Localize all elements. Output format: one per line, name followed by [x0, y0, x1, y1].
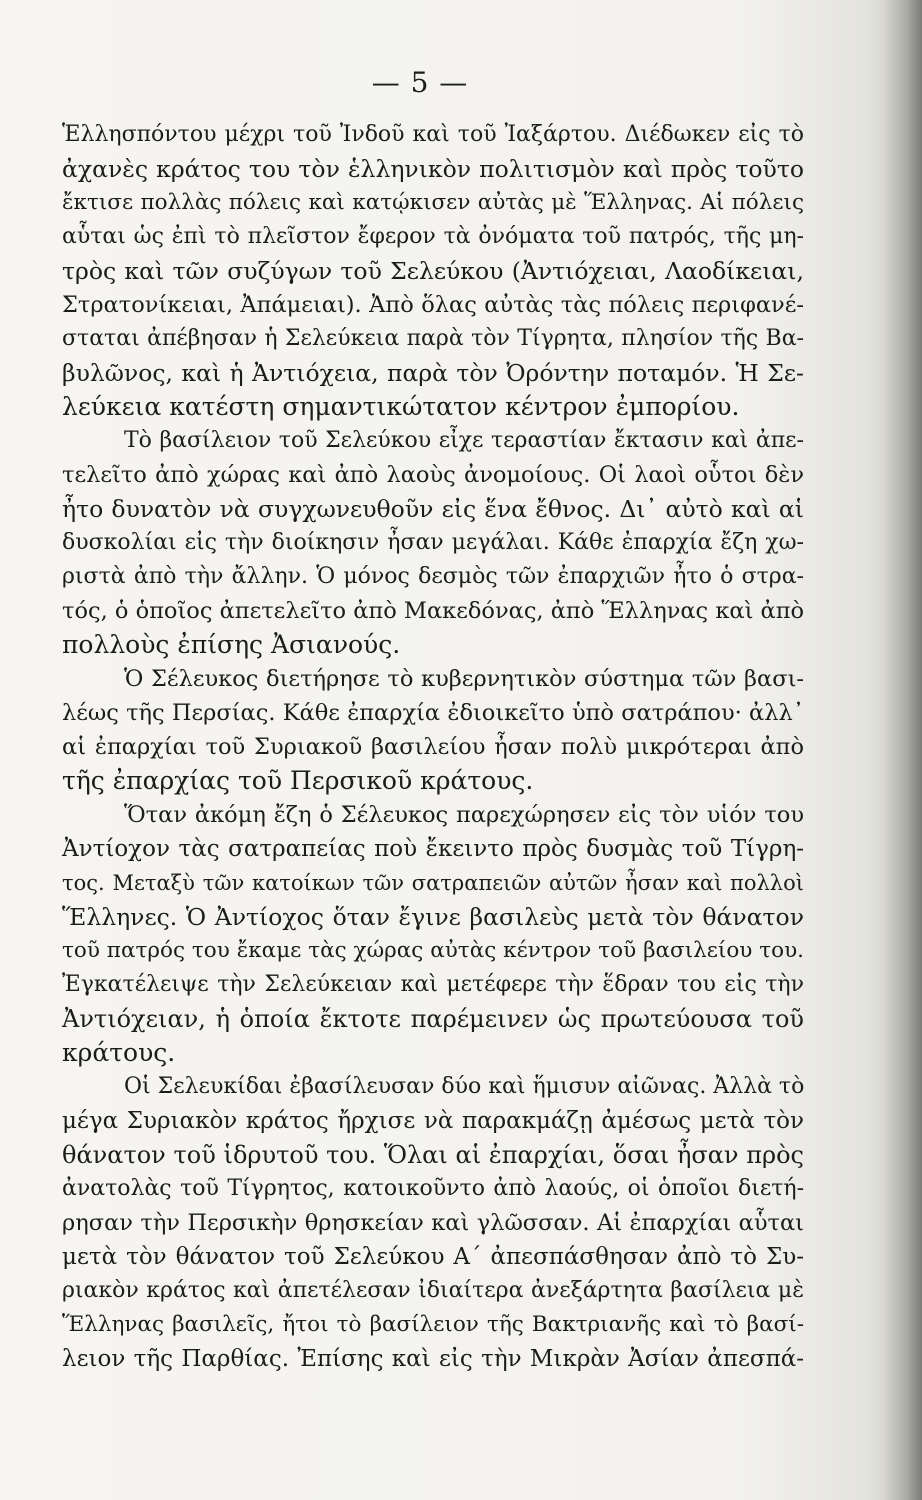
text-line: αἱ ἐπαρχίαι τοῦ Συριακοῦ βασιλείου ἦσαν πολὺ μικρότεραι ἀπὸ [62, 734, 804, 760]
text-line: λειον τῆς Παρθίας. Ἐπίσης καὶ εἰς τὴν Μικρὰν Ἀσίαν ἀπεσπά- [62, 1346, 804, 1372]
text-line: τοῦ πατρός του ἔκαμε τὰς χώρας αὐτὰς κέντρον τοῦ βασιλείου του. [62, 938, 804, 963]
text-line: Ἑλλησπόντου μέχρι τοῦ Ἰνδοῦ καὶ τοῦ Ἰαξάρτου. Διέδωκεν εἰς τὸ [62, 122, 804, 147]
text-line: Ἀντίοχον τὰς σατραπείας ποὺ ἔκειντο πρὸς δυσμὰς τοῦ Τίγρη- [62, 836, 804, 862]
text-line: μετὰ τὸν θάνατον τοῦ Σελεύκου Α΄ ἀπεσπάσθησαν ἀπὸ τὸ Συ- [62, 1244, 804, 1270]
text-line: Ἀντιόχειαν, ἡ ὁποία ἔκτοτε παρέμεινεν ὡς πρωτεύουσα τοῦ [62, 1005, 804, 1033]
text-line: ριστὰ ἀπὸ τὴν ἄλλην. Ὁ μόνος δεσμὸς τῶν ἐπαρχιῶν ἦτο ὁ στρα- [62, 564, 804, 589]
text-line: σταται ἀπέβησαν ἡ Σελεύκεια παρὰ τὸν Τίγρητα, πλησίον τῆς Βα- [62, 326, 804, 351]
text-line: Ἕλληνας βασιλεῖς, ἤτοι τὸ βασίλειον τῆς Βακτριανῆς καὶ τὸ βασί- [62, 1312, 804, 1337]
text-line: αὗται ὡς ἐπὶ τὸ πλεῖστον ἔφερον τὰ ὀνόματα τοῦ πατρός, τῆς μη- [62, 224, 804, 249]
text-line: Ὅταν ἀκόμη ἔζη ὁ Σέλευκος παρεχώρησεν εἰς τὸν υἱόν του [124, 802, 804, 828]
text-line: λεύκεια κατέστη σημαντικώτατον κέντρον ἐμπορίου. [62, 392, 740, 421]
text-line: τελεῖτο ἀπὸ χώρας καὶ ἀπὸ λαοὺς ἀνομοίους. Οἱ λαοὶ οὗτοι δὲν [62, 462, 804, 488]
body-text [62, 118, 804, 1376]
text-line: λέως τῆς Περσίας. Κάθε ἐπαρχία ἐδιοικεῖτο ὑπὸ σατράπου· ἀλλ᾽ [62, 700, 804, 726]
text-line: ἔκτισε πολλὰς πόλεις καὶ κατῴκισεν αὐτὰς μὲ Ἕλληνας. Αἱ πόλεις [62, 190, 804, 215]
text-line: τος. Μεταξὺ τῶν κατοίκων τῶν σατραπειῶν αὐτῶν ἦσαν καὶ πολλοὶ [62, 871, 804, 895]
page-edge-shadow [884, 0, 922, 1500]
text-line: Ἐγκατέλειψε τὴν Σελεύκειαν καὶ μετέφερε τὴν ἕδραν του εἰς τὴν [62, 972, 804, 997]
text-line: Τὸ βασίλειον τοῦ Σελεύκου εἶχε τεραστίαν ἔκτασιν καὶ ἀπε- [124, 428, 804, 453]
text-line: Ὁ Σέλευκος διετήρησε τὸ κυβερνητικὸν σύστημα τῶν βασι- [124, 666, 804, 692]
text-line: ἀνατολὰς τοῦ Τίγρητος, κατοικοῦντο ἀπὸ λαούς, οἱ ὁποῖοι διετή- [62, 1176, 804, 1201]
text-line: τῆς ἐπαρχίας τοῦ Περσικοῦ κράτους. [62, 766, 534, 795]
text-line: Στρατονίκειαι, Ἀπάμειαι). Ἀπὸ ὅλας αὐτὰς τὰς πόλεις περιφανέ- [62, 292, 804, 318]
text-line: βυλῶνος, καὶ ἡ Ἀντιόχεια, παρὰ τὸν Ὀρόντην ποταμόν. Ἡ Σε- [62, 359, 804, 387]
text-line: τός, ὁ ὁποῖος ἀπετελεῖτο ἀπὸ Μακεδόνας, ἀπὸ Ἕλληνας καὶ ἀπὸ [62, 598, 805, 624]
text-line: ρησαν τὴν Περσικὴν θρησκείαν καὶ γλῶσσαν. Αἱ ἐπαρχίαι αὗται [62, 1210, 804, 1236]
text-line: Ἕλληνες. Ὁ Ἀντίοχος ὅταν ἔγινε βασιλεὺς μετὰ τὸν θάνατον [62, 903, 804, 931]
text-line: ριακὸν κράτος καὶ ἀπετέλεσαν ἰδιαίτερα ἀνεξάρτητα βασίλεια μὲ [62, 1278, 804, 1303]
text-line: μέγα Συριακὸν κράτος ἤρχισε νὰ παρακμάζῃ ἀμέσως μετὰ τὸν [62, 1108, 804, 1134]
text-line: ἦτο δυνατὸν νὰ συγχωνευθοῦν εἰς ἕνα ἔθνος. Δι᾽ αὐτὸ καὶ αἱ [62, 495, 804, 523]
page-number: — 5 — [371, 66, 469, 99]
text-line: τρὸς καὶ τῶν συζύγων τοῦ Σελεύκου (Ἀντιόχειαι, Λαοδίκειαι, [62, 257, 804, 285]
text-line: θάνατον τοῦ ἱδρυτοῦ του. Ὅλαι αἱ ἐπαρχίαι, ὅσαι ἦσαν πρὸς [62, 1141, 804, 1169]
text-line: ἀχανὲς κράτος του τὸν ἑλληνικὸν πολιτισμὸν καὶ πρὸς τοῦτο [62, 155, 804, 183]
text-line: πολλοὺς ἐπίσης Ἀσιανούς. [62, 630, 401, 659]
text-line: δυσκολίαι εἰς τὴν διοίκησιν ἦσαν μεγάλαι. Κάθε ἐπαρχία ἔζη χω- [62, 530, 804, 555]
text-line: Οἱ Σελευκίδαι ἐβασίλευσαν δύο καὶ ἥμισυν αἰῶνας. Ἀλλὰ τὸ [124, 1074, 805, 1099]
text-line: κράτους. [62, 1038, 176, 1067]
